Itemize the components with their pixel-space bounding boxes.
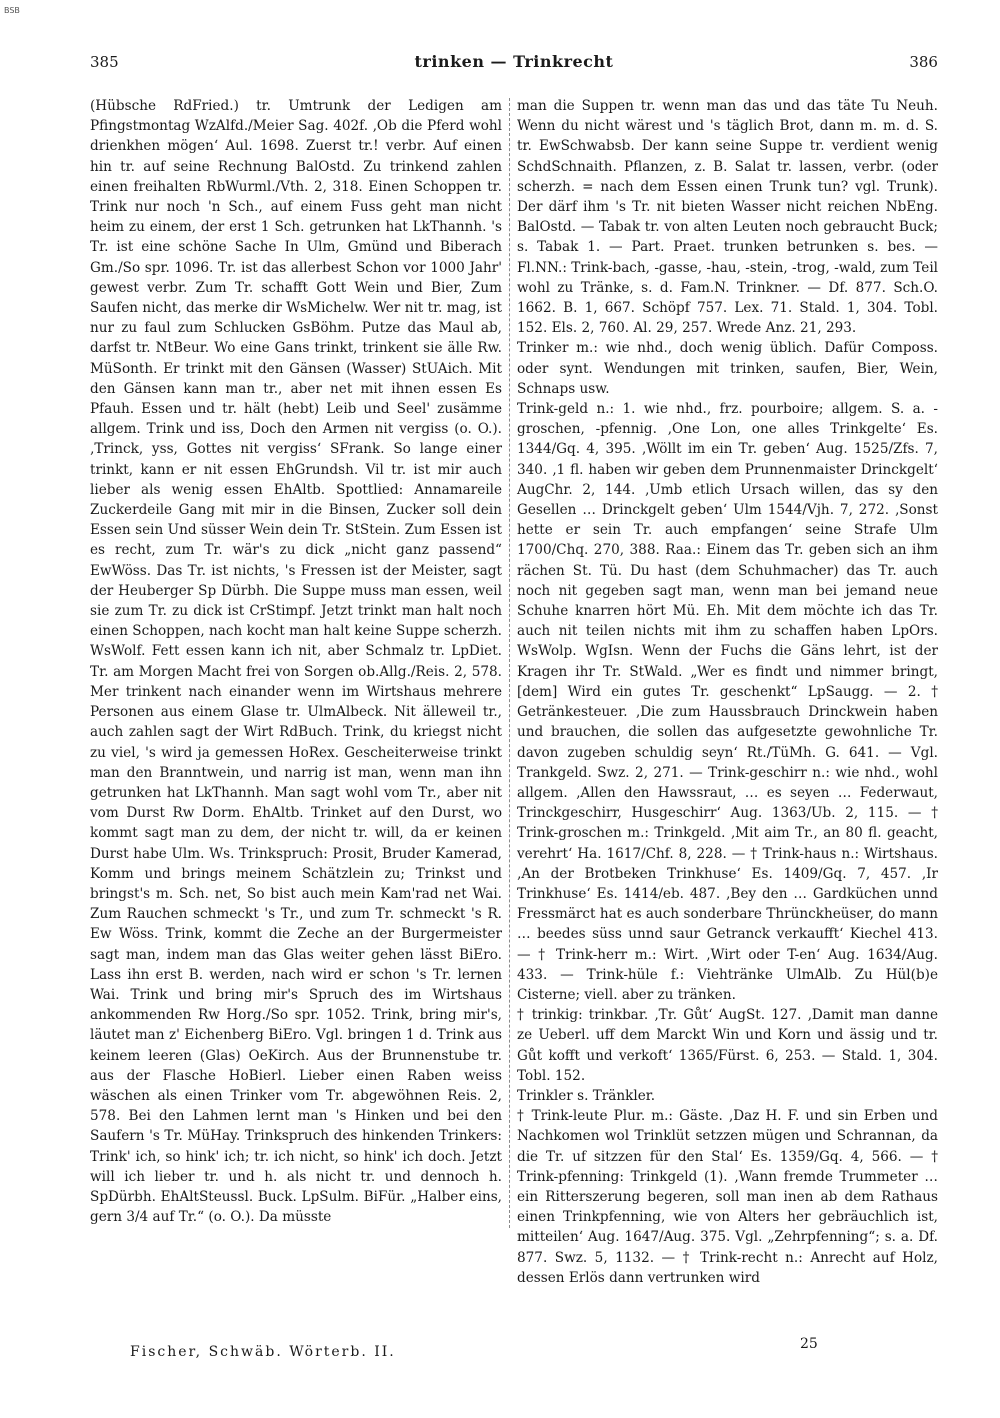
entry-trinkgeld: Trink-geld n.: 1. wie nhd., frz. pourboire; allgem. S. a. -groschen, -pfennig. ‚One Lon, one alles Trinkgelte‘ Es. 1344/Gq. 4, 395. ‚Wöllt im ein Tr. geben‘ Aug. 1525/Zfs. 7, 340. ‚1 fl. haben wir geben dem Prunnenmaister Drinckgelt‘ AugChr. 2, 144. ‚Umb etlich Ursach willen, das sy den Gesellen … Drinckgelt geben‘ Ulm 1544/Vjh. 7, 272. ‚Sonst hette er sein Tr. auch empfangen‘ seine Strafe Ulm 1700/Chq. 270, 388. Raa.: Einem das Tr. geben sich an ihm rächen St. Tü. Du hast (dem Schuhmacher) das Tr. auch noch nit gegeben sagt man, wenn man bei jemand neue Schuhe knarren hört Mü. Eh. Mit dem möchte ich das Tr. auch nit teilen nichts mit ihm zu schaffen haben LpOrs. WsWolp. WgIsn. Wenn der Fuchs die Gäns lehrt, ist der Kragen ihr Tr. StWald. „Wer es findt und nimmer bringt, [dem] Wird ein gutes Tr. geschenkt“ LpSaugg. — 2. † Getränkesteuer. ‚Die zum Haussbrauch Drinckwein haben und brauchen, die sollen das aufgesetzte gewohnliche Tr. davon zugeben schuldig seyn‘ Rt./TüMh. G. 641. — Vgl. Trankgeld. Swz. 2, 271. — Trink-geschirr n.: wie nhd., wohl allgem. ‚Allen den Hawssraut, … es seyen … Federwaut, Trinckgeschirr, Husgeschirr‘ Aug. 1363/Ub. 2, 115. — † Trink-groschen m.: Trinkgeld. ‚Mit aim Tr., an 80 fl. geacht, verehrt‘ Ha. 1617/Chf. 8, 228. — † Trink-haus n.: Wirtshaus. ‚An der Brotbeken Trinkhuse‘ Es. 1409/Gq. 7, 457. ‚Ir Trinkhuse‘ Es. 1414/eb. 487. ‚Bey den … Gardküchen unnd Fressmärct hat es auch sonderbare Thrünckheüser, do mann … beedes süss unnd saur Getranck verkaufft‘ Kiechel 413. — † Trink-herr m.: Wirt. ‚Wirt oder T-en‘ Aug. 1634/Aug. 433. — Trink-hüle f.: Viehtränke UlmAlb. Zu Hül(b)e Cisterne; viell. aber zu tränken.: [517, 401, 938, 1003]
footer-source: Fischer, Schwäb. Wörterb. II.: [130, 1344, 396, 1360]
entry-trinker: Trinker m.: wie nhd., doch wenig üblich. Dafür Composs. oder synt. Wendungen mit trinken, saufen, Bier, Wein, Schnaps usw.: [517, 340, 938, 397]
running-title: trinken — Trinkrecht: [414, 52, 614, 71]
library-stamp: BSB: [4, 6, 20, 15]
column-divider: [509, 98, 510, 1228]
right-column: [517, 96, 938, 1288]
entry-trinkig: † trinkig: trinkbar. ‚Tr. Gůt‘ AugSt. 127. ‚Damit man danne ze Ueberl. uff dem Marckt Win und Korn und ässig und tr. Gůt kofft und verkoft‘ 1365/Fürst. 6, 253. — Stald. 1, 304. Tobl. 152.: [517, 1007, 938, 1084]
page-header: [90, 52, 938, 76]
entry-trinkler: Trinkler s. Tränkler.: [517, 1087, 656, 1104]
signature-number: 25: [800, 1336, 818, 1352]
entry-paragraph: man die Suppen tr. wenn man das und das täte Tu Neuh. Wenn du nicht wärest und 's täglich Brot, dann m. m. d. S. tr. EwSchwabsb. Der kann seine Suppe tr. verdient wenig SchdSchnaith. Pflanzen, z. B. Salat tr. lassen, verbr. (oder scherzh. = nach dem Essen einen Trunk tun? vgl. Trunk). Der därf ihm 's Tr. nit bieten Wasser nicht reichen NbEng. BalOstd. — Tabak tr. von alten Leuten noch gebraucht Buck; s. Tabak 1. — Part. Praet. trunken betrunken s. bes. — Fl.NN.: Trink-bach, -gasse, -hau, -stein, -trog, -wald, zum Teil wohl zu Tränke, s. d. Fam.N. Trinkner. — Df. 877. Sch.O. 1662. B. 1, 667. Schöpf 757. Lex. 71. Stald. 1, 304. Tobl. 152. Els. 2, 760. Al. 29, 257. Wrede Anz. 21, 293.: [517, 98, 939, 337]
entry-trinkleute: † Trink-leute Plur. m.: Gäste. ‚Daz H. F. und sin Erben und Nachkomen wol Trinklüt setzzen mügen und Schrannan, da die Tr. uf sitzzen für den Stal‘ Es. 1359/Gq. 4, 566. — † Trink-pfenning: Trinkgeld (1). ‚Wann fremde Trummeter … ein Ritterszerung begeren, soll man inen ab dem Rathaus einen Trinkpfenning, wie von Alters her gebräuchlich ist, mitteilen‘ Aug. 1647/Aug. 375. Vgl. „Zehrpfenning“; s. a. Df. 877. Swz. 5, 1132. — † Trink-recht n.: Anrecht auf Holz, dessen Erlös dann vertrunken wird: [517, 1108, 938, 1286]
left-column: [90, 96, 502, 1227]
page-number-right: 386: [909, 53, 938, 71]
entry-paragraph: (Hübsche RdFried.) tr. Umtrunk der Ledigen am Pfingstmontag WzAlfd./Meier Sag. 402f. ‚Ob die Pferd wohl drienkhen mögen‘ Aul. 1698. Zuerst tr.! verbr. Auf einen hin tr. auf seine Rechnung BalOstd. Zu trinkend zahlen einen freihalten RbWurml./Vth. 2, 318. Einen Schoppen tr. Trink nur noch 'n Sch., auf einem Fuss geht man nicht heim zu einem, der erst 1 Sch. getrunken hat LkThannh. 's Tr. ist eine schöne Sache In Ulm, Gmünd und Biberach Gm./So spr. 1096. Tr. ist das allerbest Schon vor 1000 Jahr' gewest verbr. Zum Tr. schafft Gott Wein und Bier, Zum Saufen nicht, das merke dir WsMichelw. Wer nit tr. mag, ist nur zu faul zum Schlucken GsBöhm. Putze das Maul ab, darfst tr. NtBeur. Wo eine Gans trinkt, trinkent sie älle Rw. MüSonth. Er trinkt mit den Gänsen (Wasser) StUAich. Mit den Gänsen kann man tr., aber net mit ihnen essen Es Pfauh. Essen und tr. hält (hebt) Leib und Seel' zusämme allgem. Trink und iss, Doch den Armen nit vergiss (o. O.). ‚Trinck, yss, Gottes nit vergiss‘ SFrank. So lange einer trinkt, kann er nit essen EhGrundsh. Vil tr. ist mir auch lieber als wenig essen EhAltb. Spottlied: Annamareile Zuckerdeile Gang mit mir in die Binsen, Zucker soll dein Essen sein Und süsser Wein dein Tr. StStein. Zum Essen ist es recht, zum Tr. wär's zu dick „nicht ganz passend“ EwWöss. Das Tr. ist nichts, 's Fressen ist der Meister, sagt der Heuberger Sp Dürbh. Die Suppe muss man essen, weil sie zum Tr. zu dick ist CrStimpf. Jetzt trinkt man halt noch einen Schoppen, nach kocht man halt keine Suppe scherzh. WsWolf. Fett essen kann ich nit, aber Schmalz tr. LpDiet. Tr. am Morgen Macht frei von Sorgen ob.Allg./Reis. 2, 578. Mer trinkent nach einander wenn im Wirtshaus mehrere Personen aus einem Glase tr. UlmAlbeck. Nit älleweil tr., auch zahlen sagt der Wirt RdBuch. Trink, du kriegst nicht zu viel, 's wird ja gemessen HoRex. Gescheiterweise trinkt man den Branntwein, und narrig ist man, wenn man ihn getrunken hat LkThannh. Man sagt wohl vom Tr., aber nit vom Durst Rw Dorm. EhAltb. Trinket auf den Durst, wo kommt sagt man zu dem, der nicht tr. will, da er keinen Durst habe Ulm. Ws. Trinkspruch: Prosit, Bruder Kamerad, Komm und brings meinem Schätzlein zu; Trinkst und bringst's m. Sch. net, So bist auch mein Kam'rad net Wai. Zum Rauchen schmeckt 's Tr., und zum Tr. schmeckt 's R. Ew Wöss. Trink, kommt die Zeche an der Burgermeister sagt man, indem man das Glas weiter gehen lässt BiEro. Lass ihn erst B. werden, nach wird er schon 's Tr. lernen Wai. Trink und bring mir's Spruch des im Wirtshaus ankommenden Rw Horg./So spr. 1052. Trink, bring mir's, läutet man z' Eichenberg BiEro. Vgl. bringen 1 d. Trink aus keinem leeren (Glas) OeKirch. Aus der Brunnenstube tr. aus der Flasche HoBierl. Lieber einen Raben weiss wäschen als einen Trinker vom Tr. abgewöhnen Reis. 2, 578. Bei den Lahmen lernt man 's Hinken und bei den Saufern 's Tr. MüHay. Trinkspruch des hinkenden Trinkers: Trink' ich, so hink' ich; tr. ich nicht, so hink' ich doch. Jetzt will ich lieber tr. und h. als nicht tr. und dennoch h. SpDürbh. EhAltSteussl. Buck. LpSulm. BiFür. „Halber eins, gern 3/4 auf Tr.“ (o. O.). Da müsste: [90, 98, 502, 1226]
page-number-left: 385: [90, 53, 119, 71]
